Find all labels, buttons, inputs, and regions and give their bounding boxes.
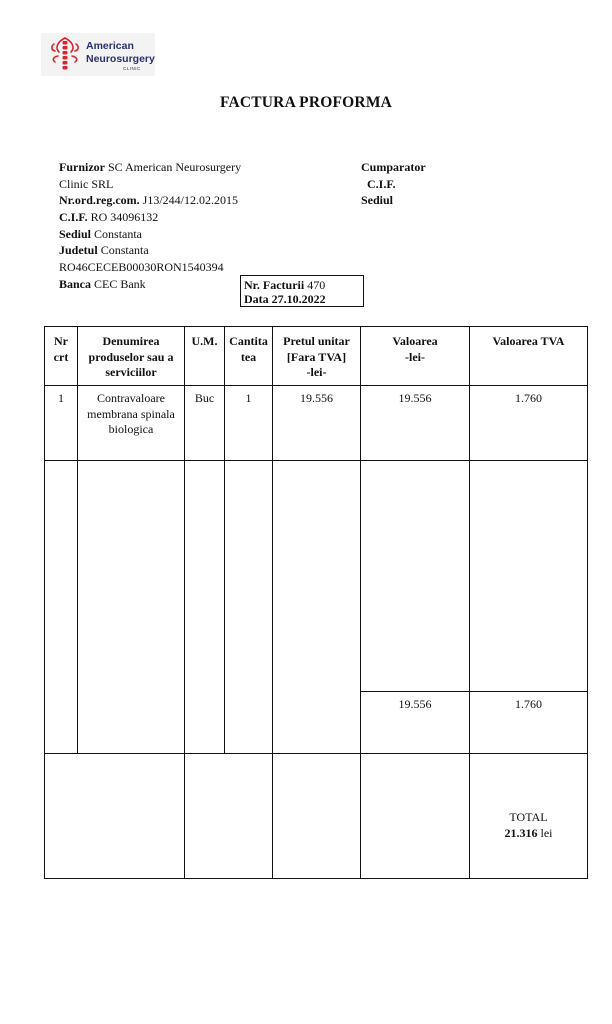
buyer-sediul-line	[361, 192, 393, 209]
header-divider	[45, 385, 587, 386]
col-divider-den	[184, 327, 185, 879]
header-cantitate: Cantita tea	[229, 334, 268, 364]
document-title: FACTURA PROFORMA	[219, 94, 393, 111]
buyer-label	[361, 159, 426, 176]
supplier-reg-number: J13/244/12.02.2015	[142, 193, 238, 207]
logo-text-neurosurgery: Neurosurgery	[86, 53, 155, 65]
supplier-reg-line	[59, 192, 238, 209]
header-valoarea: Valoarea -lei-	[392, 334, 438, 364]
supplier-name-line-2: Clinic SRL	[59, 177, 114, 191]
label-banca: Banca	[59, 277, 92, 291]
invoice-number-line	[244, 278, 363, 292]
row-pret: 19.556	[300, 391, 333, 405]
subtotal-tva: 1.760	[515, 697, 542, 711]
header-valoarea-tva: Valoarea TVA	[492, 334, 565, 348]
supplier-sediul: Constanta	[94, 227, 143, 241]
row-nr: 1	[58, 391, 64, 405]
supplier-name: SC American Neurosurgery	[108, 160, 242, 174]
total-divider	[45, 753, 587, 754]
header-pret-unitar: Pretul unitar [Fara TVA] -lei-	[283, 334, 350, 379]
header-um: U.M.	[191, 334, 218, 348]
supplier-bank: CEC Bank	[94, 277, 146, 291]
header-denumirea: Denumirea produselor sau a serviciilor	[88, 334, 174, 379]
label-supplier-cif: C.I.F.	[59, 210, 88, 224]
label-buyer-cif: C.I.F.	[367, 177, 396, 191]
logo-text-american: American	[86, 40, 134, 52]
row-tva: 1.760	[515, 391, 542, 405]
row-denumirea: Contravaloare membrana spinala biologica	[87, 391, 175, 436]
row-cantitate: 1	[245, 391, 252, 405]
subtotal-valoarea: 19.556	[398, 697, 432, 711]
label-buyer-sediul: Sediul	[361, 193, 394, 207]
col-divider-pret	[360, 327, 361, 879]
subtotal-divider	[360, 691, 587, 692]
supplier-judetul: Constanta	[100, 243, 149, 257]
label-invoice-date: Data	[244, 292, 269, 306]
invoice-number-box	[240, 275, 364, 307]
supplier-judetul-line	[59, 242, 149, 259]
row-divider	[45, 460, 587, 461]
col-divider-cant	[272, 327, 273, 879]
col-divider-val	[469, 327, 470, 879]
label-supplier-sediul: Sediul	[59, 227, 92, 241]
supplier-cif: RO 34096132	[90, 210, 159, 224]
supplier-name-line	[59, 159, 241, 176]
label-invoice-number: Nr. Facturii	[244, 278, 305, 292]
total-block	[470, 810, 587, 841]
company-logo	[41, 33, 155, 76]
supplier-sediul-line	[59, 226, 142, 243]
invoice-date-line	[244, 292, 363, 306]
spine-icon	[47, 36, 83, 74]
label-nrord: Nr.ord.reg.com.	[59, 193, 140, 207]
supplier-bank-line	[59, 276, 146, 293]
invoice-number: 470	[307, 278, 326, 292]
total-label: TOTAL	[509, 810, 548, 824]
total-currency: lei	[540, 825, 553, 840]
label-furnizor: Furnizor	[59, 160, 105, 174]
supplier-cif-line	[59, 209, 158, 226]
row-um: Buc	[194, 391, 215, 405]
label-supplier-judetul: Judetul	[59, 243, 98, 257]
total-amount: 21.316	[504, 825, 538, 840]
row-valoarea: 19.556	[398, 391, 432, 405]
header-nr: Nr crt	[53, 334, 69, 364]
invoice-table	[44, 326, 588, 879]
supplier-iban: RO46CECEB00030RON1540394	[59, 260, 224, 274]
buyer-cif-line	[367, 176, 396, 193]
total-amount-line	[470, 826, 587, 842]
invoice-date: 27.10.2022	[271, 292, 326, 306]
logo-text-clinic: CLINIC	[123, 66, 141, 71]
label-cumparator: Cumparator	[361, 160, 426, 174]
